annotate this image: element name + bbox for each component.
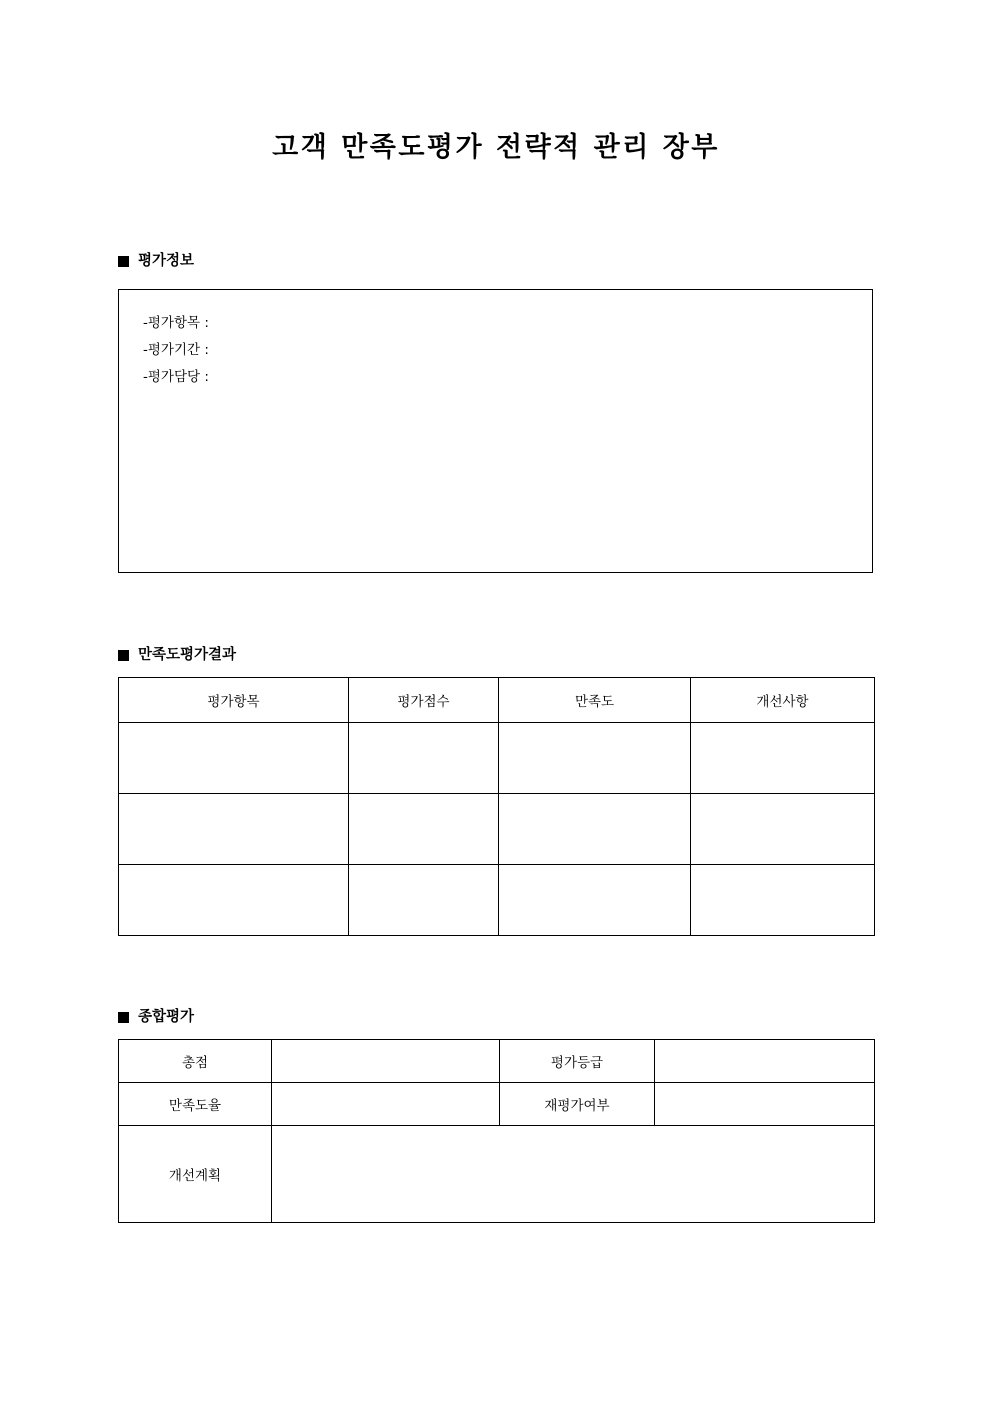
overall-evaluation-table — [118, 1039, 875, 1223]
cell-improvement[interactable] — [691, 865, 875, 936]
label-reevaluation: 재평가여부 — [500, 1083, 655, 1126]
value-improvement-plan[interactable] — [272, 1126, 875, 1223]
cell-item[interactable] — [119, 794, 349, 865]
table-row — [119, 1040, 875, 1083]
black-square-icon — [118, 650, 129, 661]
label-improvement-plan: 개선계획 — [119, 1126, 272, 1223]
cell-satisfaction[interactable] — [499, 794, 691, 865]
column-header-item: 평가항목 — [119, 678, 349, 723]
table-row — [119, 794, 875, 865]
section-heading-summary-label: 종합평가 — [138, 1009, 195, 1025]
cell-satisfaction[interactable] — [499, 723, 691, 794]
evaluation-info-box[interactable] — [118, 289, 873, 573]
table-row — [119, 865, 875, 936]
cell-item[interactable] — [119, 865, 349, 936]
column-header-satisfaction: 만족도 — [499, 678, 691, 723]
info-line-item: -평가항목 : — [143, 315, 209, 331]
black-square-icon — [118, 1012, 129, 1023]
evaluation-info-lines — [143, 310, 209, 391]
cell-item[interactable] — [119, 723, 349, 794]
satisfaction-results-table — [118, 677, 875, 936]
value-satisfaction-rate[interactable] — [272, 1083, 500, 1126]
info-line-manager: -평가담당 : — [143, 369, 209, 385]
column-header-improvement: 개선사항 — [691, 678, 875, 723]
page-title: 고객 만족도평가 전략적 관리 장부 — [272, 132, 720, 163]
column-header-score: 평가점수 — [349, 678, 499, 723]
table-row — [119, 1126, 875, 1223]
section-heading-info-label: 평가정보 — [138, 253, 195, 269]
value-reevaluation[interactable] — [655, 1083, 875, 1126]
black-square-icon — [118, 256, 129, 267]
cell-improvement[interactable] — [691, 723, 875, 794]
cell-score[interactable] — [349, 723, 499, 794]
section-heading-results — [118, 648, 236, 663]
section-heading-summary — [118, 1010, 194, 1025]
section-heading-info — [118, 254, 194, 269]
label-grade: 평가등급 — [500, 1040, 655, 1083]
cell-satisfaction[interactable] — [499, 865, 691, 936]
value-total-score[interactable] — [272, 1040, 500, 1083]
section-heading-results-label: 만족도평가결과 — [138, 647, 237, 663]
value-grade[interactable] — [655, 1040, 875, 1083]
table-header-row — [119, 678, 875, 723]
table-row — [119, 1083, 875, 1126]
cell-score[interactable] — [349, 865, 499, 936]
info-line-period: -평가기간 : — [143, 342, 209, 358]
label-total-score: 총점 — [119, 1040, 272, 1083]
table-row — [119, 723, 875, 794]
cell-improvement[interactable] — [691, 794, 875, 865]
cell-score[interactable] — [349, 794, 499, 865]
label-satisfaction-rate: 만족도율 — [119, 1083, 272, 1126]
